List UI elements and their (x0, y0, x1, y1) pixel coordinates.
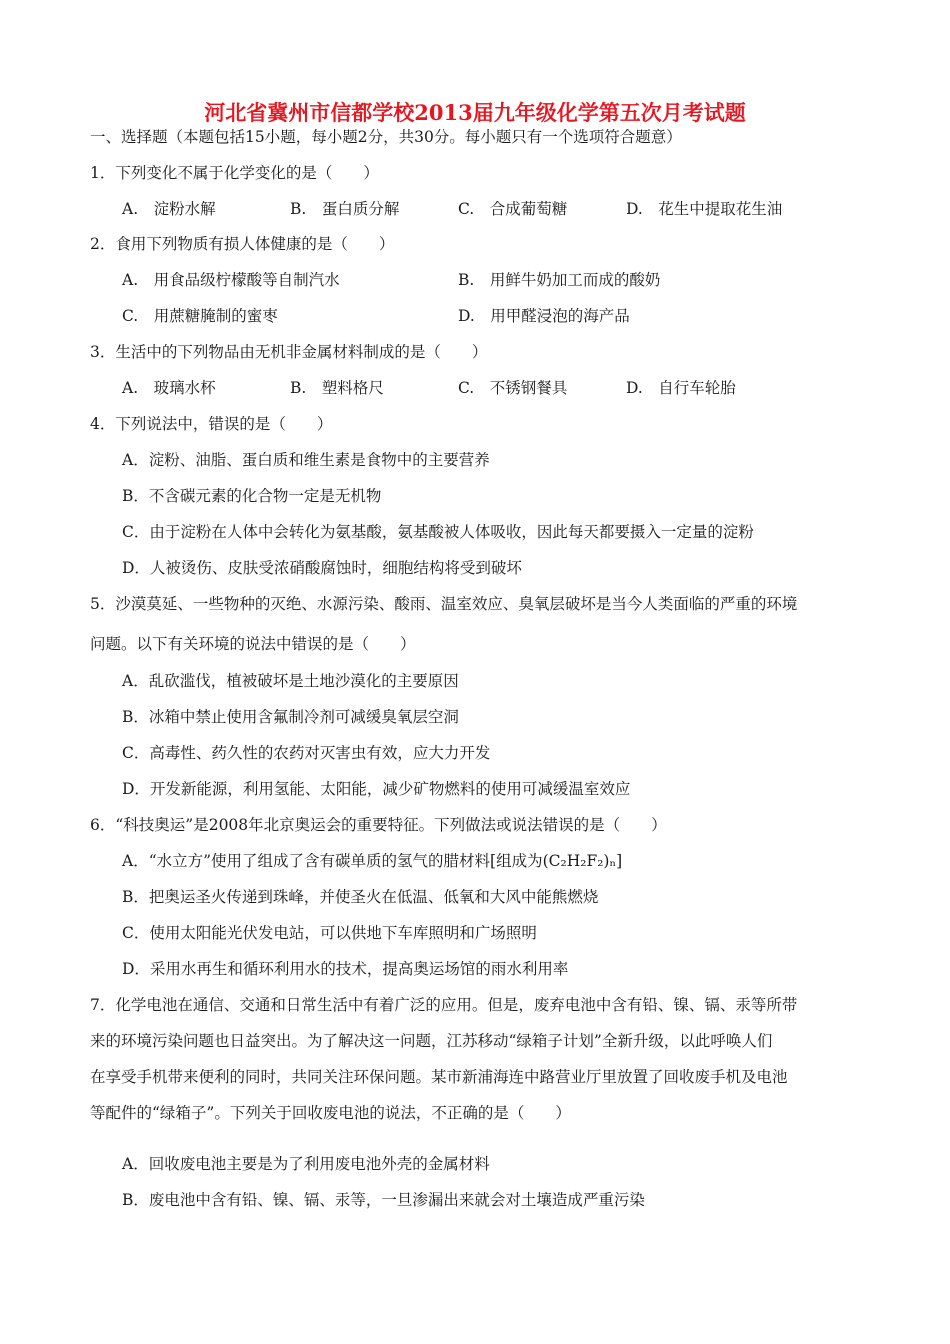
question-3-option-c: C. 不锈钢餐具 (458, 379, 568, 397)
question-3-stem: 3．生活中的下列物品由无机非金属材料制成的是（ ） (90, 343, 488, 361)
question-6-option-a: A．“水立方”使用了组成了含有碳单质的氢气的腊材料[组成为(C₂H₂F₂)ₙ] (122, 852, 623, 870)
question-7-stem-line-2: 来的环境污染问题也日益突出。为了解决这一问题，江苏移动“绿箱子计划”全新升级，以此呼唤人们 (90, 1032, 773, 1050)
question-6-option-c: C．使用太阳能光伏发电站，可以供地下车库照明和广场照明 (122, 924, 537, 942)
page-title: 河北省冀州市信都学校2013届九年级化学第五次月考试题 (204, 100, 746, 125)
question-7-option-a: A．回收废电池主要是为了利用废电池外壳的金属材料 (122, 1155, 490, 1173)
question-7-stem-line-3: 在享受手机带来便利的同时，共同关注环保问题。某市新浦海连中路营业厅里放置了回收废手机及电池 (90, 1068, 788, 1086)
question-5-option-d: D．开发新能源，利用氢能、太阳能，减少矿物燃料的使用可减缓温室效应 (122, 780, 631, 798)
question-1-option-a: A. 淀粉水解 (122, 200, 216, 218)
question-5-stem-line-1: 5．沙漠莫延、一些物种的灭绝、水源污染、酸雨、温室效应、臭氧层破坏是当今人类面临的严重的环境 (90, 595, 798, 613)
question-4-option-a: A．淀粉、油脂、蛋白质和维生素是食物中的主要营养 (122, 451, 490, 469)
question-3-option-b: B. 塑料格尺 (290, 379, 384, 397)
question-1-option-c: C. 合成葡萄糖 (458, 200, 568, 218)
question-5-stem-line-2: 问题。以下有关环境的说法中错误的是（ ） (90, 635, 416, 653)
question-5-option-a: A．乱砍滥伐，植被破坏是土地沙漠化的主要原因 (122, 672, 459, 690)
question-3-option-d: D. 自行车轮胎 (626, 379, 736, 397)
question-4-stem: 4．下列说法中，错误的是（ ） (90, 415, 333, 433)
question-6-option-d: D．采用水再生和循环利用水的技术，提高奥运场馆的雨水利用率 (122, 960, 569, 978)
question-2-option-d: D. 用甲醛浸泡的海产品 (458, 307, 630, 325)
question-4-option-b: B．不含碳元素的化合物一定是无机物 (122, 487, 382, 505)
question-5-option-b: B．冰箱中禁止使用含氟制冷剂可减缓臭氧层空洞 (122, 708, 459, 726)
question-4-option-c: C．由于淀粉在人体中会转化为氨基酸，氨基酸被人体吸收，因此每天都要摄入一定量的淀粉 (122, 523, 754, 541)
question-2-option-b: B. 用鲜牛奶加工而成的酸奶 (458, 271, 661, 289)
question-5-option-c: C．高毒性、药久性的农药对灭害虫有效，应大力开发 (122, 744, 491, 762)
question-7-option-b: B．废电池中含有铅、镍、镉、汞等，一旦渗漏出来就会对土壤造成严重污染 (122, 1191, 645, 1209)
section-header: 一、选择题（本题包括15小题，每小题2分，共30分。每小题只有一个选项符合题意） (90, 128, 682, 146)
question-2-option-a: A. 用食品级柠檬酸等自制汽水 (122, 271, 340, 289)
question-6-stem: 6．“科技奥运”是2008年北京奥运会的重要特征。下列做法或说法错误的是（ ） (90, 816, 667, 834)
question-6-option-b: B．把奥运圣火传递到珠峰，并使圣火在低温、低氧和大风中能熊燃烧 (122, 888, 599, 906)
question-1-option-d: D. 花生中提取花生油 (626, 200, 783, 218)
question-1-option-b: B. 蛋白质分解 (290, 200, 400, 218)
question-7-stem-line-1: 7．化学电池在通信、交通和日常生活中有着广泛的应用。但是，废弃电池中含有铅、镍、镉、汞等所带 (90, 996, 798, 1014)
question-3-option-a: A. 玻璃水杯 (122, 379, 216, 397)
question-2-option-c: C. 用蔗糖腌制的蜜枣 (122, 307, 278, 325)
question-1-stem: 1．下列变化不属于化学变化的是（ ） (90, 164, 379, 182)
question-4-option-d: D．人被烫伤、皮肤受浓硝酸腐蚀时，细胞结构将受到破坏 (122, 559, 522, 577)
question-7-stem-line-4: 等配件的“绿箱子”。下列关于回收废电池的说法，不正确的是（ ） (90, 1104, 571, 1122)
question-2-stem: 2．食用下列物质有损人体健康的是（ ） (90, 235, 395, 253)
